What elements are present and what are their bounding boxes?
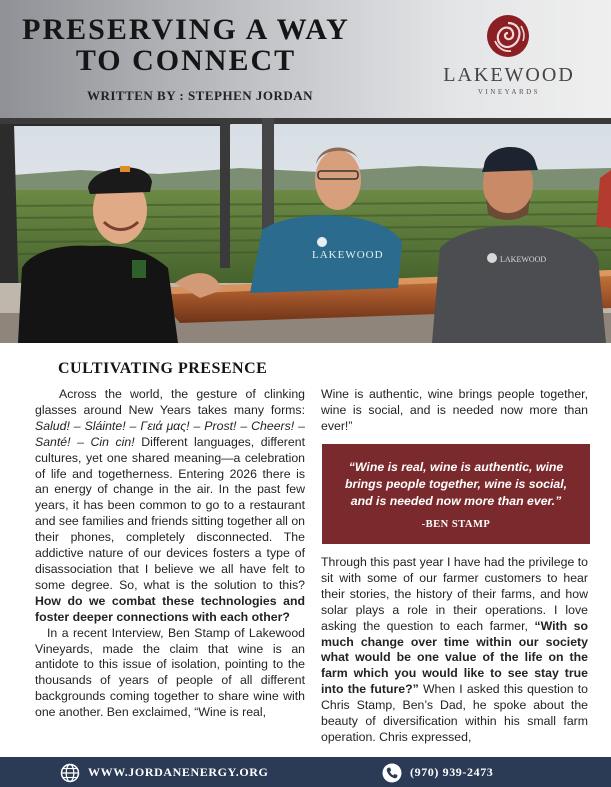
header-banner <box>0 0 611 118</box>
article-column-left <box>35 387 305 721</box>
paragraph-2: In a recent Interview, Ben Stamp of Lakewood Vineyards, made the claim that wine is an antidote to this issue of isolation, pointing to the thousands of years of people of all different backgrounds coming together to share wine with one another. Ben exclaimed, “Wine is real, <box>35 625 305 720</box>
vineyard-photo <box>0 118 611 343</box>
title-line-1: PRESERVING A WAY <box>22 13 350 46</box>
paragraph-1-intro: Across the world, the gesture of clinking glasses around New Years takes many forms: <box>35 387 305 417</box>
phone-icon <box>382 763 402 783</box>
website-text: WWW.JORDANENERGY.ORG <box>88 765 269 779</box>
pull-quote-author: -BEN STAMP <box>421 519 491 530</box>
paragraph-1-body: Different languages, different cultures, yet one shared meaning—a celebration of life and togetherness. Entering 2026 there is an energy of change in the air. In the past few years, it has been common to go to a restaurant and see families and friends sitting together all on their phones, completely disconnected. The addictive nature of our devices fosters a type of disassociation that I believe we all have felt to some degree. So, what is the solution to this? <box>35 434 306 592</box>
page-title <box>0 14 372 76</box>
phone-text: (970) 939-2473 <box>410 765 494 779</box>
paragraph-4-body: When I asked this question to Chris Stamp, Ben’s Dad, he spoke about the beauty of diversification within his small farm operation. Chris expressed, <box>321 682 588 744</box>
rose-icon <box>486 14 530 58</box>
shirt-logo-text: LAKEWOOD <box>312 249 384 261</box>
paragraph-4 <box>321 555 588 746</box>
paragraph-4-intro: Through this past year I have had the privilege to sit with some of our farmer customers to hear their stories, the history of their farms, and how solar plays a role in their operations. I love asking the question to each farmer, <box>321 555 588 633</box>
paragraph-3: Wine is authentic, wine brings people together, wine is social, and is needed now more than ever!” <box>321 387 588 433</box>
footer-bar <box>0 757 611 787</box>
globe-icon <box>60 763 80 783</box>
paragraph-1 <box>35 387 305 626</box>
logo-name: LAKEWOOD <box>443 64 575 86</box>
footer-phone[interactable] <box>382 763 493 781</box>
footer-website[interactable] <box>60 763 268 781</box>
pull-quote-text: “Wine is real, wine is authentic, wine brings people together, wine is social, and is needed now more than ever.” <box>344 460 568 508</box>
byline: WRITTEN BY : STEPHEN JORDAN <box>86 88 314 103</box>
svg-text:LAKEWOOD: LAKEWOOD <box>500 255 547 264</box>
lakewood-logo <box>434 14 584 104</box>
section-heading: CULTIVATING PRESENCE <box>58 360 268 377</box>
article-column-right-top <box>321 387 588 435</box>
paragraph-1-question: How do we combat these technologies and foster deeper connections with each other? <box>35 593 305 624</box>
paragraph-1-toasts: Salud! – Sláinte! – Γειά μας! – Prost! – Cheers! – Santé! – Cin cin! <box>35 418 305 449</box>
title-line-2: TO CONNECT <box>75 44 297 77</box>
paragraph-4-question: “With so much change over time within our society what would be one value of the life on the farm which you would like to see stay true into the future?” <box>321 618 588 697</box>
article-column-right-bottom <box>321 555 588 746</box>
logo-subtitle: VINEYARDS <box>477 88 541 96</box>
pull-quote <box>322 444 590 544</box>
